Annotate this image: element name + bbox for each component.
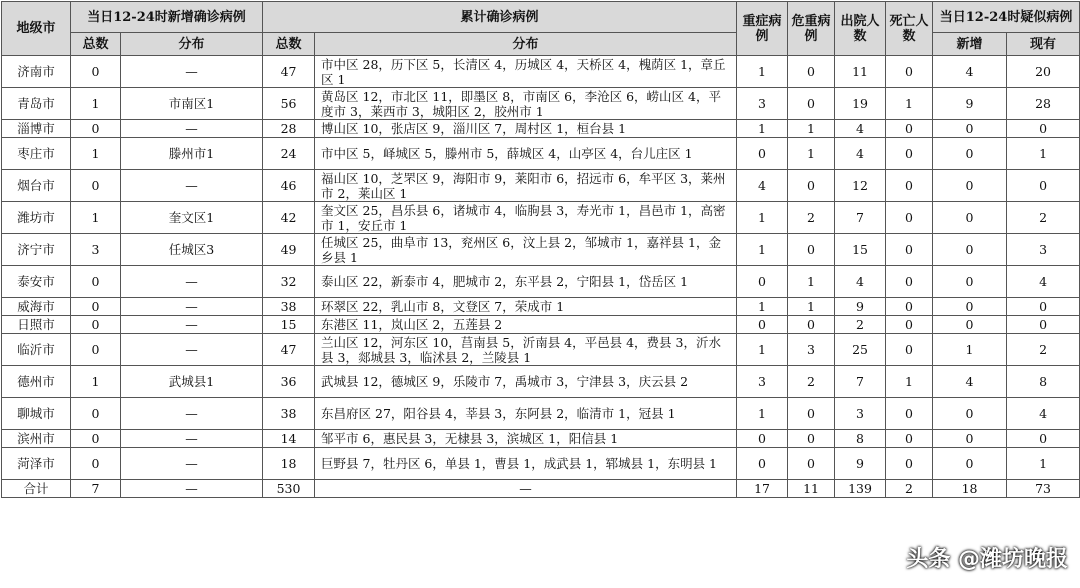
- cell-city: 济宁市: [2, 234, 71, 266]
- cell-city: 菏泽市: [2, 448, 71, 480]
- table-body: [2, 56, 1080, 498]
- cell-suspected-new: 0: [933, 448, 1007, 480]
- cell-discharged: 4: [835, 138, 886, 170]
- cell-cum-total: 49: [263, 234, 315, 266]
- cell-deaths: 1: [886, 88, 933, 120]
- cell-discharged: 19: [835, 88, 886, 120]
- table-row: [2, 202, 1080, 234]
- cell-suspected-new: 0: [933, 234, 1007, 266]
- cell-cum-total: 42: [263, 202, 315, 234]
- cell-severe: 4: [737, 170, 788, 202]
- table-row: [2, 430, 1080, 448]
- cell-severe: 17: [737, 480, 788, 498]
- cell-cum-total: 14: [263, 430, 315, 448]
- cell-city: 聊城市: [2, 398, 71, 430]
- cell-suspected-new: 0: [933, 170, 1007, 202]
- header-severe: 重症病例: [737, 2, 788, 56]
- cell-suspected-existing: 8: [1007, 366, 1080, 398]
- cell-critical: 0: [788, 316, 835, 334]
- cell-deaths: 0: [886, 316, 933, 334]
- cell-new-distribution: 任城区3: [121, 234, 263, 266]
- header-deaths: 死亡人数: [886, 2, 933, 56]
- cell-critical: 0: [788, 88, 835, 120]
- cell-critical: 1: [788, 298, 835, 316]
- cell-cum-distribution: 任城区 25，曲阜市 13，兖州区 6，汶上县 2，邹城市 1，嘉祥县 1，金乡县 1: [315, 234, 737, 266]
- cell-cum-total: 56: [263, 88, 315, 120]
- cell-new-total: 0: [71, 266, 121, 298]
- cell-new-distribution: —: [121, 448, 263, 480]
- header-city: 地级市: [2, 2, 71, 56]
- cell-discharged: 8: [835, 430, 886, 448]
- cell-city: 滨州市: [2, 430, 71, 448]
- header-cum-distribution: 分布: [315, 33, 737, 56]
- cell-cum-total: 38: [263, 298, 315, 316]
- table-row: [2, 120, 1080, 138]
- cell-cum-total: 530: [263, 480, 315, 498]
- table-row: [2, 366, 1080, 398]
- cell-severe: 1: [737, 120, 788, 138]
- cell-critical: 0: [788, 430, 835, 448]
- cell-cum-distribution: 环翠区 22，乳山市 8，文登区 7，荣成市 1: [315, 298, 737, 316]
- cell-severe: 1: [737, 202, 788, 234]
- header-suspected: 当日12-24时疑似病例: [933, 2, 1080, 33]
- cell-new-total: 0: [71, 334, 121, 366]
- watermark: 头条 @潍坊晚报: [906, 542, 1068, 573]
- table-row: [2, 398, 1080, 430]
- cell-severe: 0: [737, 448, 788, 480]
- cell-discharged: 25: [835, 334, 886, 366]
- cell-cum-total: 46: [263, 170, 315, 202]
- cell-new-distribution: —: [121, 298, 263, 316]
- cell-new-distribution: —: [121, 170, 263, 202]
- cell-deaths: 0: [886, 448, 933, 480]
- cell-deaths: 0: [886, 202, 933, 234]
- cell-suspected-existing: 2: [1007, 202, 1080, 234]
- cell-new-total: 0: [71, 430, 121, 448]
- header-new-total: 总数: [71, 33, 121, 56]
- cell-deaths: 0: [886, 138, 933, 170]
- cell-new-distribution: —: [121, 56, 263, 88]
- cell-city: 泰安市: [2, 266, 71, 298]
- cell-new-total: 3: [71, 234, 121, 266]
- cell-new-distribution: —: [121, 398, 263, 430]
- cell-cum-total: 18: [263, 448, 315, 480]
- cell-new-total: 1: [71, 202, 121, 234]
- cell-severe: 3: [737, 366, 788, 398]
- cell-critical: 1: [788, 266, 835, 298]
- cell-suspected-existing: 28: [1007, 88, 1080, 120]
- cell-discharged: 4: [835, 266, 886, 298]
- cell-suspected-existing: 2: [1007, 334, 1080, 366]
- cell-deaths: 0: [886, 120, 933, 138]
- cell-suspected-new: 0: [933, 120, 1007, 138]
- cell-critical: 0: [788, 448, 835, 480]
- cell-suspected-existing: 0: [1007, 170, 1080, 202]
- cell-critical: 0: [788, 170, 835, 202]
- cell-cum-distribution: 巨野县 7，牡丹区 6，单县 1，曹县 1，成武县 1，郓城县 1，东明县 1: [315, 448, 737, 480]
- cell-new-distribution: 武城县1: [121, 366, 263, 398]
- cell-discharged: 11: [835, 56, 886, 88]
- cell-new-total: 0: [71, 448, 121, 480]
- cell-discharged: 9: [835, 298, 886, 316]
- header-cumulative-confirmed: 累计确诊病例: [263, 2, 737, 33]
- header-new-confirmed: 当日12-24时新增确诊病例: [71, 2, 263, 33]
- cell-city: 青岛市: [2, 88, 71, 120]
- cell-city: 临沂市: [2, 334, 71, 366]
- cell-city: 潍坊市: [2, 202, 71, 234]
- cell-city: 威海市: [2, 298, 71, 316]
- cell-severe: 0: [737, 316, 788, 334]
- cell-suspected-new: 4: [933, 56, 1007, 88]
- table-row: [2, 234, 1080, 266]
- cell-suspected-existing: 0: [1007, 120, 1080, 138]
- cell-city: 枣庄市: [2, 138, 71, 170]
- cell-cum-distribution: 奎文区 25，昌乐县 6，诸城市 4，临朐县 3，寿光市 1，昌邑市 1，高密市 1，安丘市 1: [315, 202, 737, 234]
- cell-critical: 2: [788, 202, 835, 234]
- cell-critical: 1: [788, 138, 835, 170]
- cell-critical: 0: [788, 56, 835, 88]
- cell-cum-distribution: —: [315, 480, 737, 498]
- cell-new-distribution: —: [121, 334, 263, 366]
- cell-new-total: 0: [71, 398, 121, 430]
- header-suspected-new: 新增: [933, 33, 1007, 56]
- cell-discharged: 7: [835, 202, 886, 234]
- cell-cum-distribution: 邹平市 6，惠民县 3，无棣县 3，滨城区 1，阳信县 1: [315, 430, 737, 448]
- header-critical: 危重病例: [788, 2, 835, 56]
- cell-cum-total: 28: [263, 120, 315, 138]
- cell-new-total: 0: [71, 170, 121, 202]
- cell-discharged: 9: [835, 448, 886, 480]
- cell-new-total: 0: [71, 120, 121, 138]
- cell-cum-total: 32: [263, 266, 315, 298]
- total-row: [2, 480, 1080, 498]
- cell-discharged: 139: [835, 480, 886, 498]
- cell-severe: 1: [737, 234, 788, 266]
- cell-deaths: 2: [886, 480, 933, 498]
- cell-suspected-new: 0: [933, 316, 1007, 334]
- cell-deaths: 1: [886, 366, 933, 398]
- cell-critical: 0: [788, 398, 835, 430]
- cell-suspected-existing: 4: [1007, 398, 1080, 430]
- cell-suspected-existing: 0: [1007, 430, 1080, 448]
- cell-suspected-new: 4: [933, 366, 1007, 398]
- cell-cum-distribution: 武城县 12，德城区 9，乐陵市 7，禹城市 3，宁津县 3，庆云县 2: [315, 366, 737, 398]
- header-cum-total: 总数: [263, 33, 315, 56]
- table-row: [2, 56, 1080, 88]
- cell-cum-distribution: 泰山区 22，新泰市 4，肥城市 2，东平县 2，宁阳县 1，岱岳区 1: [315, 266, 737, 298]
- cell-new-total: 0: [71, 298, 121, 316]
- cell-discharged: 4: [835, 120, 886, 138]
- cell-critical: 2: [788, 366, 835, 398]
- cell-new-total: 1: [71, 366, 121, 398]
- cell-cum-distribution: 市中区 28，历下区 5，长清区 4，历城区 4，天桥区 4，槐荫区 1，章丘区 1: [315, 56, 737, 88]
- cell-cum-distribution: 市中区 5，峄城区 5，滕州市 5，薛城区 4，山亭区 4，台儿庄区 1: [315, 138, 737, 170]
- header-suspected-existing: 现有: [1007, 33, 1080, 56]
- cell-suspected-new: 1: [933, 334, 1007, 366]
- cell-new-distribution: —: [121, 430, 263, 448]
- cell-severe: 1: [737, 298, 788, 316]
- cell-cum-distribution: 黄岛区 12，市北区 11，即墨区 8，市南区 6，李沧区 6，崂山区 4，平度市 3，莱西市 3，城阳区 2，胶州市 1: [315, 88, 737, 120]
- cell-discharged: 15: [835, 234, 886, 266]
- cell-suspected-existing: 1: [1007, 138, 1080, 170]
- cell-suspected-existing: 0: [1007, 298, 1080, 316]
- cell-discharged: 3: [835, 398, 886, 430]
- cell-critical: 11: [788, 480, 835, 498]
- cell-city: 德州市: [2, 366, 71, 398]
- cell-city: 日照市: [2, 316, 71, 334]
- cell-suspected-new: 0: [933, 298, 1007, 316]
- cell-suspected-existing: 73: [1007, 480, 1080, 498]
- cell-cum-total: 36: [263, 366, 315, 398]
- cell-new-distribution: 奎文区1: [121, 202, 263, 234]
- cell-new-total: 1: [71, 88, 121, 120]
- table-row: [2, 448, 1080, 480]
- header-discharged: 出院人数: [835, 2, 886, 56]
- cell-deaths: 0: [886, 234, 933, 266]
- cell-discharged: 7: [835, 366, 886, 398]
- table-row: [2, 88, 1080, 120]
- cell-suspected-existing: 3: [1007, 234, 1080, 266]
- cell-new-distribution: 市南区1: [121, 88, 263, 120]
- cell-deaths: 0: [886, 56, 933, 88]
- cell-cum-distribution: 福山区 10，芝罘区 9，海阳市 9，莱阳市 6，招远市 6，牟平区 3，莱州市 2，莱山区 1: [315, 170, 737, 202]
- table-row: [2, 316, 1080, 334]
- cell-city: 烟台市: [2, 170, 71, 202]
- cell-suspected-new: 0: [933, 398, 1007, 430]
- cell-cum-total: 24: [263, 138, 315, 170]
- covid-case-table: [1, 1, 1080, 498]
- cell-severe: 1: [737, 334, 788, 366]
- cell-cum-total: 47: [263, 56, 315, 88]
- table-row: [2, 170, 1080, 202]
- cell-suspected-existing: 0: [1007, 316, 1080, 334]
- cell-severe: 3: [737, 88, 788, 120]
- cell-severe: 0: [737, 430, 788, 448]
- cell-cum-distribution: 东港区 11，岚山区 2，五莲县 2: [315, 316, 737, 334]
- cell-suspected-existing: 20: [1007, 56, 1080, 88]
- cell-new-total: 1: [71, 138, 121, 170]
- cell-deaths: 0: [886, 430, 933, 448]
- cell-new-distribution: —: [121, 266, 263, 298]
- cell-discharged: 2: [835, 316, 886, 334]
- cell-city: 淄博市: [2, 120, 71, 138]
- table-row: [2, 298, 1080, 316]
- cell-deaths: 0: [886, 170, 933, 202]
- cell-critical: 3: [788, 334, 835, 366]
- cell-new-total: 7: [71, 480, 121, 498]
- table-row: [2, 138, 1080, 170]
- cell-new-total: 0: [71, 316, 121, 334]
- cell-cum-distribution: 东昌府区 27，阳谷县 4，莘县 3，东阿县 2，临清市 1，冠县 1: [315, 398, 737, 430]
- cell-suspected-new: 0: [933, 138, 1007, 170]
- cell-cum-distribution: 兰山区 12，河东区 10，莒南县 5，沂南县 4，平邑县 4，费县 3，沂水县 3，郯城县 3，临沭县 2，兰陵县 1: [315, 334, 737, 366]
- cell-deaths: 0: [886, 334, 933, 366]
- cell-city: 济南市: [2, 56, 71, 88]
- cell-new-distribution: —: [121, 120, 263, 138]
- cell-new-distribution: —: [121, 480, 263, 498]
- header-new-distribution: 分布: [121, 33, 263, 56]
- cell-suspected-existing: 1: [1007, 448, 1080, 480]
- table-header: [2, 2, 1080, 56]
- cell-cum-distribution: 博山区 10，张店区 9，淄川区 7，周村区 1，桓台县 1: [315, 120, 737, 138]
- cell-new-distribution: 滕州市1: [121, 138, 263, 170]
- cell-severe: 1: [737, 56, 788, 88]
- table-row: [2, 266, 1080, 298]
- cell-cum-total: 15: [263, 316, 315, 334]
- cell-deaths: 0: [886, 298, 933, 316]
- cell-deaths: 0: [886, 266, 933, 298]
- cell-severe: 0: [737, 138, 788, 170]
- cell-critical: 1: [788, 120, 835, 138]
- table-row: [2, 334, 1080, 366]
- cell-suspected-new: 0: [933, 430, 1007, 448]
- cell-cum-total: 38: [263, 398, 315, 430]
- cell-severe: 0: [737, 266, 788, 298]
- cell-severe: 1: [737, 398, 788, 430]
- cell-city: 合计: [2, 480, 71, 498]
- cell-suspected-new: 0: [933, 266, 1007, 298]
- cell-suspected-new: 18: [933, 480, 1007, 498]
- cell-discharged: 12: [835, 170, 886, 202]
- cell-suspected-new: 0: [933, 202, 1007, 234]
- cell-new-distribution: —: [121, 316, 263, 334]
- cell-cum-total: 47: [263, 334, 315, 366]
- cell-new-total: 0: [71, 56, 121, 88]
- cell-suspected-new: 9: [933, 88, 1007, 120]
- cell-suspected-existing: 4: [1007, 266, 1080, 298]
- cell-deaths: 0: [886, 398, 933, 430]
- cell-critical: 0: [788, 234, 835, 266]
